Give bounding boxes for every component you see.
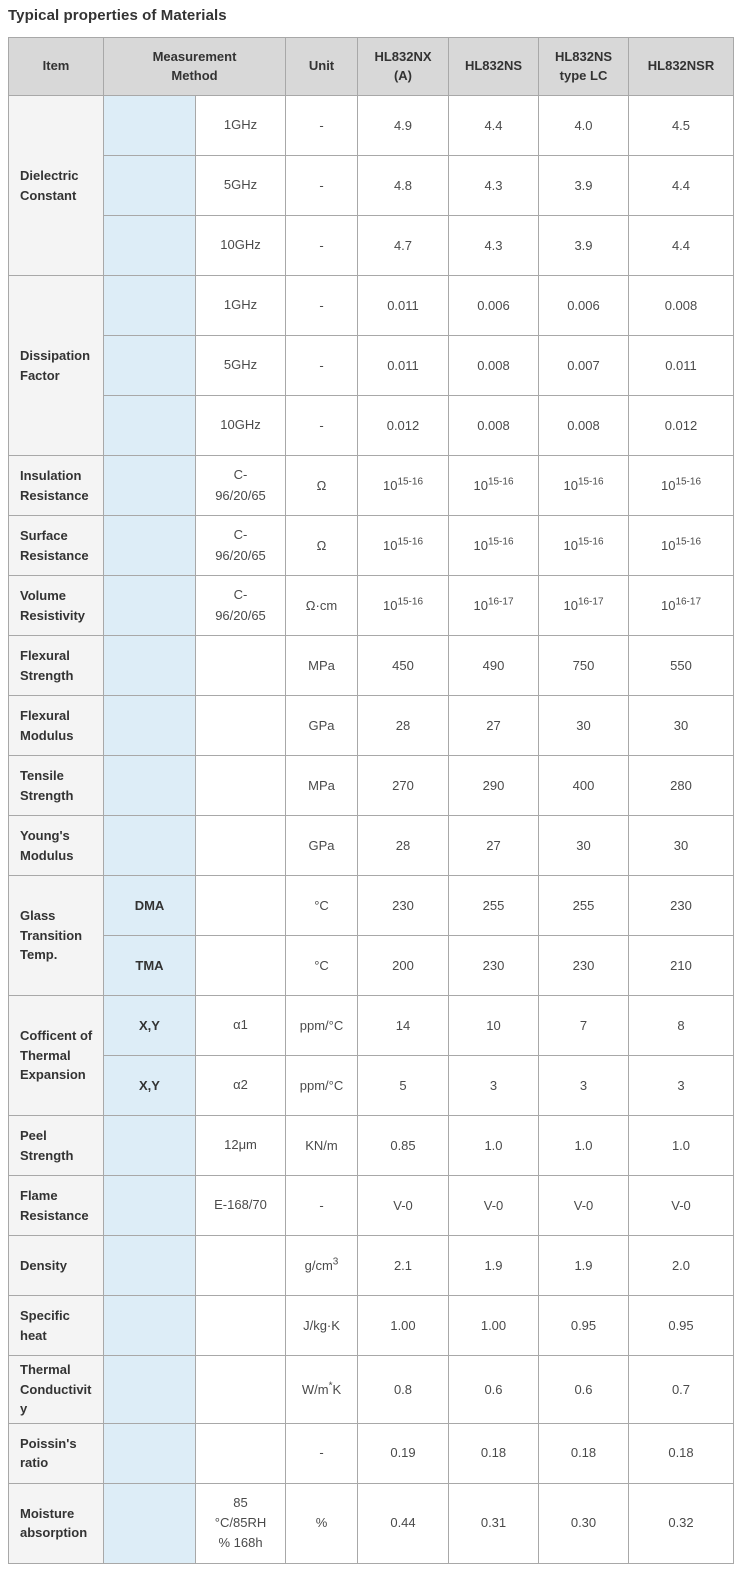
value-cell: 28 — [358, 816, 449, 876]
value-cell: 280 — [629, 756, 734, 816]
measurement-method-sub2-cell — [196, 1356, 286, 1424]
table-row — [9, 1483, 734, 1563]
unit-cell: W/m*K — [286, 1356, 358, 1424]
value-cell: 1.00 — [449, 1296, 539, 1356]
measurement-method-sub1-cell — [104, 216, 196, 276]
value-cell: 0.008 — [629, 276, 734, 336]
measurement-method-sub2-cell: C-96/20/65 — [196, 456, 286, 516]
measurement-method-sub2-cell: α1 — [196, 996, 286, 1056]
measurement-method-sub1-cell — [104, 336, 196, 396]
unit-cell: - — [286, 276, 358, 336]
unit-cell: °C — [286, 936, 358, 996]
value-cell: 10$^{15-16}$ — [539, 456, 629, 516]
value-cell: 10$^{15-16}$ — [358, 516, 449, 576]
table-row — [9, 276, 734, 336]
table-row — [9, 216, 734, 276]
table-row — [9, 816, 734, 876]
value-cell: 0.006 — [449, 276, 539, 336]
table-body — [9, 96, 734, 1564]
value-cell: 0.012 — [358, 396, 449, 456]
measurement-method-sub2-cell: C-96/20/65 — [196, 516, 286, 576]
value-cell: 10 — [449, 996, 539, 1056]
value-cell: 0.6 — [539, 1356, 629, 1424]
measurement-method-sub2-cell: α2 — [196, 1056, 286, 1116]
measurement-method-sub1-cell — [104, 456, 196, 516]
value-cell: 0.7 — [629, 1356, 734, 1424]
unit-cell: - — [286, 156, 358, 216]
item-cell: Flexural Modulus — [9, 696, 104, 756]
value-cell: 4.9 — [358, 96, 449, 156]
measurement-method-sub2-cell — [196, 936, 286, 996]
unit-cell: Ω·cm — [286, 576, 358, 636]
value-cell: 30 — [539, 816, 629, 876]
table-row — [9, 876, 734, 936]
unit-cell: $g/cm^3$ — [286, 1236, 358, 1296]
measurement-method-sub2-cell: 12μm — [196, 1116, 286, 1176]
unit-cell: KN/m — [286, 1116, 358, 1176]
unit-cell: - — [286, 216, 358, 276]
measurement-method-sub2-cell — [196, 816, 286, 876]
value-cell: 3 — [449, 1056, 539, 1116]
measurement-method-sub2-cell: E-168/70 — [196, 1176, 286, 1236]
value-cell: 255 — [539, 876, 629, 936]
measurement-method-sub2-cell: 10GHz — [196, 216, 286, 276]
value-cell: 230 — [449, 936, 539, 996]
value-cell: 4.4 — [629, 216, 734, 276]
measurement-method-sub1-cell: X,Y — [104, 1056, 196, 1116]
value-cell: 0.95 — [539, 1296, 629, 1356]
measurement-method-sub2-cell — [196, 1296, 286, 1356]
table-row — [9, 1056, 734, 1116]
measurement-method-sub2-cell: 1GHz — [196, 96, 286, 156]
value-cell: 1.0 — [539, 1116, 629, 1176]
value-cell: V-0 — [629, 1176, 734, 1236]
col-header-hl832nsr: HL832NSR — [629, 38, 734, 96]
measurement-method-sub1-cell — [104, 156, 196, 216]
value-cell: 0.18 — [449, 1423, 539, 1483]
item-cell: Density — [9, 1236, 104, 1296]
measurement-method-sub1-cell — [104, 1116, 196, 1176]
item-cell: Thermal Conductivity — [9, 1356, 104, 1424]
value-cell: 7 — [539, 996, 629, 1056]
value-cell: V-0 — [539, 1176, 629, 1236]
item-cell: Dissipation Factor — [9, 276, 104, 456]
value-cell: 0.011 — [358, 276, 449, 336]
table-row — [9, 1356, 734, 1424]
measurement-method-sub1-cell — [104, 1236, 196, 1296]
unit-cell: °C — [286, 876, 358, 936]
unit-cell: ppm/°C — [286, 1056, 358, 1116]
measurement-method-sub2-cell — [196, 1236, 286, 1296]
value-cell: 0.85 — [358, 1116, 449, 1176]
value-cell: 4.5 — [629, 96, 734, 156]
value-cell: 30 — [629, 696, 734, 756]
table-row — [9, 636, 734, 696]
value-cell: 4.3 — [449, 216, 539, 276]
item-cell: Peel Strength — [9, 1116, 104, 1176]
value-cell: 0.008 — [449, 336, 539, 396]
unit-cell: J/kg·K — [286, 1296, 358, 1356]
table-row — [9, 1296, 734, 1356]
value-cell: 0.19 — [358, 1423, 449, 1483]
value-cell: 30 — [629, 816, 734, 876]
value-cell: 14 — [358, 996, 449, 1056]
value-cell: 0.011 — [629, 336, 734, 396]
value-cell: 10$^{15-16}$ — [449, 516, 539, 576]
table-row — [9, 396, 734, 456]
measurement-method-sub1-cell — [104, 696, 196, 756]
measurement-method-sub1-cell: DMA — [104, 876, 196, 936]
col-header-measurement-method: Measurement Method — [104, 38, 286, 96]
col-header-hl832ns: HL832NS — [449, 38, 539, 96]
value-cell: 0.95 — [629, 1296, 734, 1356]
value-cell: 200 — [358, 936, 449, 996]
value-cell: 4.8 — [358, 156, 449, 216]
measurement-method-sub2-cell — [196, 1423, 286, 1483]
value-cell: 4.4 — [449, 96, 539, 156]
value-cell: 30 — [539, 696, 629, 756]
measurement-method-sub1-cell — [104, 516, 196, 576]
item-cell: Tensile Strength — [9, 756, 104, 816]
value-cell: 0.44 — [358, 1483, 449, 1563]
value-cell: 27 — [449, 816, 539, 876]
table-row — [9, 756, 734, 816]
value-cell: 4.4 — [629, 156, 734, 216]
unit-cell: GPa — [286, 696, 358, 756]
value-cell: 10$^{15-16}$ — [449, 456, 539, 516]
table-row — [9, 1176, 734, 1236]
measurement-method-sub2-cell — [196, 876, 286, 936]
value-cell: 0.006 — [539, 276, 629, 336]
item-cell: Flexural Strength — [9, 636, 104, 696]
value-cell: 230 — [539, 936, 629, 996]
value-cell: 3.9 — [539, 216, 629, 276]
value-cell: 3 — [539, 1056, 629, 1116]
value-cell: V-0 — [358, 1176, 449, 1236]
value-cell: 1.0 — [449, 1116, 539, 1176]
table-row — [9, 1236, 734, 1296]
value-cell: 10$^{15-16}$ — [629, 516, 734, 576]
value-cell: 0.007 — [539, 336, 629, 396]
item-cell: Moisture absorption — [9, 1483, 104, 1563]
item-cell: Specific heat — [9, 1296, 104, 1356]
item-cell: Volume Resistivity — [9, 576, 104, 636]
unit-cell: MPa — [286, 756, 358, 816]
measurement-method-sub2-cell — [196, 756, 286, 816]
item-cell: Insulation Resistance — [9, 456, 104, 516]
measurement-method-sub1-cell — [104, 756, 196, 816]
measurement-method-sub1-cell — [104, 1356, 196, 1424]
measurement-method-sub1-cell — [104, 276, 196, 336]
value-cell: 1.9 — [449, 1236, 539, 1296]
unit-cell: - — [286, 396, 358, 456]
measurement-method-sub1-cell — [104, 576, 196, 636]
measurement-method-sub2-cell: 1GHz — [196, 276, 286, 336]
value-cell: V-0 — [449, 1176, 539, 1236]
page-title: Typical properties of Materials — [8, 7, 227, 24]
value-cell: 270 — [358, 756, 449, 816]
item-cell: Dielectric Constant — [9, 96, 104, 276]
value-cell: 230 — [629, 876, 734, 936]
value-cell: 400 — [539, 756, 629, 816]
item-cell: Cofficent of Thermal Expansion — [9, 996, 104, 1116]
measurement-method-sub1-cell — [104, 1176, 196, 1236]
value-cell: 0.008 — [539, 396, 629, 456]
unit-cell: MPa — [286, 636, 358, 696]
value-cell: 4.7 — [358, 216, 449, 276]
col-header-hl832ns-type-lc: HL832NS type LC — [539, 38, 629, 96]
value-cell: 4.3 — [449, 156, 539, 216]
table-row — [9, 456, 734, 516]
value-cell: 210 — [629, 936, 734, 996]
table-row — [9, 1423, 734, 1483]
value-cell: 3.9 — [539, 156, 629, 216]
unit-cell: GPa — [286, 816, 358, 876]
value-cell: 4.0 — [539, 96, 629, 156]
measurement-method-sub2-cell: 5GHz — [196, 156, 286, 216]
unit-cell: - — [286, 1423, 358, 1483]
value-cell: 0.6 — [449, 1356, 539, 1424]
value-cell: 550 — [629, 636, 734, 696]
table-row — [9, 936, 734, 996]
value-cell: 450 — [358, 636, 449, 696]
measurement-method-sub2-cell: 10GHz — [196, 396, 286, 456]
table-row — [9, 996, 734, 1056]
measurement-method-sub1-cell — [104, 816, 196, 876]
unit-cell: - — [286, 96, 358, 156]
value-cell: 0.011 — [358, 336, 449, 396]
unit-cell: Ω — [286, 516, 358, 576]
measurement-method-sub2-cell: C-96/20/65 — [196, 576, 286, 636]
measurement-method-sub1-cell — [104, 96, 196, 156]
measurement-method-sub1-cell — [104, 636, 196, 696]
value-cell: 1.9 — [539, 1236, 629, 1296]
value-cell: 0.18 — [539, 1423, 629, 1483]
value-cell: 10$^{15-16}$ — [539, 516, 629, 576]
value-cell: 0.18 — [629, 1423, 734, 1483]
unit-cell: - — [286, 336, 358, 396]
value-cell: 10$^{16-17}$ — [539, 576, 629, 636]
value-cell: 290 — [449, 756, 539, 816]
measurement-method-sub2-cell — [196, 696, 286, 756]
value-cell: 3 — [629, 1056, 734, 1116]
unit-cell: ppm/°C — [286, 996, 358, 1056]
value-cell: 0.012 — [629, 396, 734, 456]
value-cell: 750 — [539, 636, 629, 696]
measurement-method-sub2-cell — [196, 636, 286, 696]
value-cell: 1.00 — [358, 1296, 449, 1356]
value-cell: 0.8 — [358, 1356, 449, 1424]
value-cell: 230 — [358, 876, 449, 936]
measurement-method-sub1-cell — [104, 396, 196, 456]
value-cell: 0.31 — [449, 1483, 539, 1563]
item-cell: Poissin's ratio — [9, 1423, 104, 1483]
value-cell: 2.0 — [629, 1236, 734, 1296]
table-row — [9, 1116, 734, 1176]
value-cell: 0.30 — [539, 1483, 629, 1563]
measurement-method-sub1-cell — [104, 1296, 196, 1356]
value-cell: 10$^{16-17}$ — [449, 576, 539, 636]
value-cell: 255 — [449, 876, 539, 936]
table-row — [9, 96, 734, 156]
col-header-item: Item — [9, 38, 104, 96]
material-properties-table — [8, 37, 734, 1564]
unit-cell: % — [286, 1483, 358, 1563]
measurement-method-sub1-cell: X,Y — [104, 996, 196, 1056]
item-cell: Glass Transition Temp. — [9, 876, 104, 996]
item-cell: Young's Modulus — [9, 816, 104, 876]
measurement-method-sub1-cell — [104, 1483, 196, 1563]
value-cell: 28 — [358, 696, 449, 756]
value-cell: 490 — [449, 636, 539, 696]
value-cell: 0.32 — [629, 1483, 734, 1563]
value-cell: 1.0 — [629, 1116, 734, 1176]
header-row — [9, 38, 734, 96]
value-cell: 10$^{15-16}$ — [358, 456, 449, 516]
col-header-unit: Unit — [286, 38, 358, 96]
table-row — [9, 576, 734, 636]
measurement-method-sub2-cell: 85 °C/85RH% 168h — [196, 1483, 286, 1563]
value-cell: 10$^{15-16}$ — [629, 456, 734, 516]
table-row — [9, 516, 734, 576]
value-cell: 2.1 — [358, 1236, 449, 1296]
table-row — [9, 336, 734, 396]
col-header-hl832nx-a: HL832NX (A) — [358, 38, 449, 96]
value-cell: 10$^{16-17}$ — [629, 576, 734, 636]
value-cell: 0.008 — [449, 396, 539, 456]
unit-cell: - — [286, 1176, 358, 1236]
table-header — [9, 38, 734, 96]
item-cell: Flame Resistance — [9, 1176, 104, 1236]
measurement-method-sub1-cell — [104, 1423, 196, 1483]
measurement-method-sub1-cell: TMA — [104, 936, 196, 996]
value-cell: 27 — [449, 696, 539, 756]
value-cell: 5 — [358, 1056, 449, 1116]
measurement-method-sub2-cell: 5GHz — [196, 336, 286, 396]
table-row — [9, 696, 734, 756]
item-cell: Surface Resistance — [9, 516, 104, 576]
unit-cell: Ω — [286, 456, 358, 516]
value-cell: 8 — [629, 996, 734, 1056]
table-row — [9, 156, 734, 216]
value-cell: 10$^{15-16}$ — [358, 576, 449, 636]
